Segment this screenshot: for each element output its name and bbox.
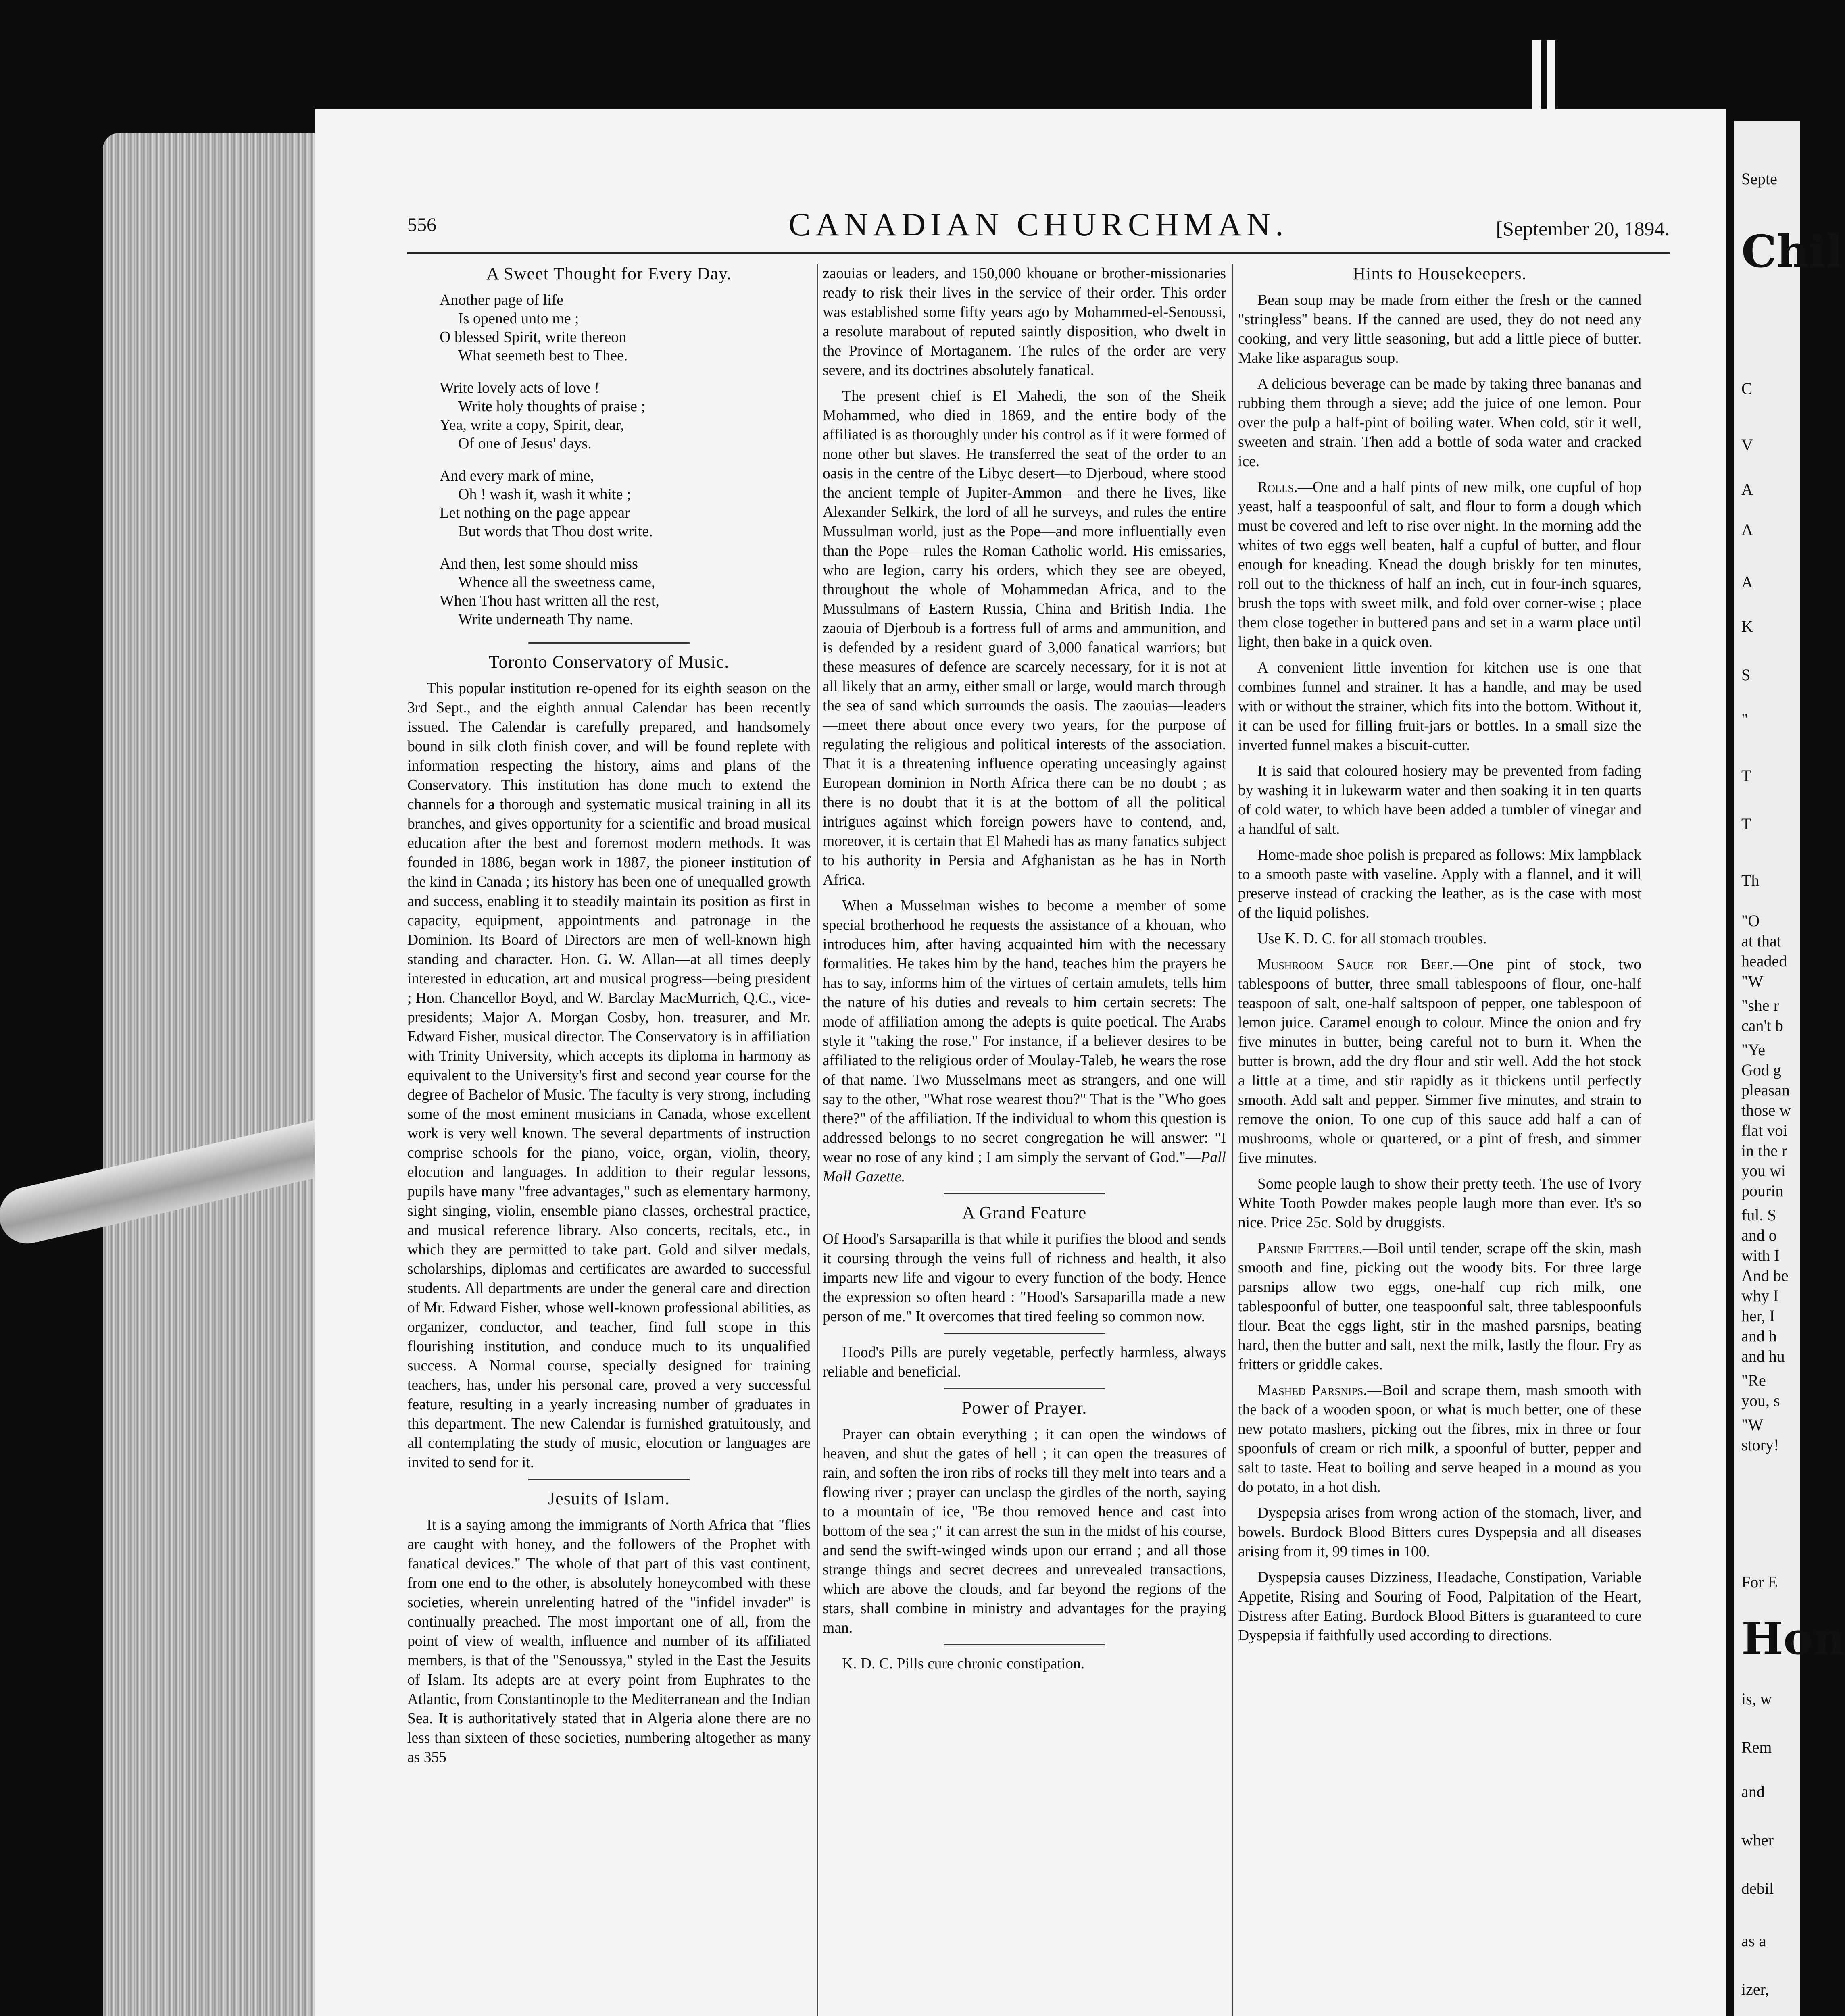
- hint-paragraph: [1238, 846, 1641, 923]
- next-page-text: flat voi: [1741, 1121, 1788, 1139]
- hint-paragraph: [1238, 478, 1641, 652]
- book-page-edges: [103, 133, 321, 2016]
- hint-paragraph: [1238, 291, 1641, 368]
- poem-line: What seemeth best to Thee.: [458, 347, 628, 364]
- poem-line: O blessed Spirit, write thereon: [440, 329, 627, 346]
- poem-title: A Sweet Thought for Every Day.: [486, 264, 732, 283]
- next-page-text: debil: [1741, 1879, 1774, 1897]
- hint-text: A delicious beverage can be made by taking three bananas and rubbing them through a sieve; add the juice of one lemon. Pour over the pulp a half-pint of boiling water. When cold, stir it well, sweeten and strain. Then add a bottle of soda water and cracked ice.: [1238, 376, 1641, 470]
- hoods-pills-notice: Hood's Pills are purely vegetable, perfectly harmless, always reliable and beneficial.: [823, 1344, 1226, 1380]
- poem-line: Let nothing on the page appear: [440, 504, 630, 521]
- poem-line: Another page of life: [440, 292, 564, 308]
- poem-stanza: [440, 467, 811, 541]
- next-page-text: in the r: [1741, 1141, 1787, 1160]
- gutter-mark: [1547, 40, 1555, 113]
- poem-line: When Thou hast written all the rest,: [440, 592, 659, 609]
- poem-line: Write underneath Thy name.: [458, 611, 634, 628]
- next-page-text: "Re: [1741, 1371, 1766, 1389]
- next-page-text: Th: [1741, 871, 1760, 889]
- poem-line: But words that Thou dost write.: [458, 523, 653, 540]
- newspaper-page: [315, 109, 1726, 2016]
- next-page-text: you wi: [1741, 1162, 1786, 1180]
- next-page-text: For E: [1741, 1573, 1778, 1591]
- poem-line: Write holy thoughts of praise ;: [458, 398, 645, 415]
- column-2: [823, 264, 1226, 1680]
- islam-body-part-3: The present chief is El Mahedi, the son of the Sheik Mohammed, who died in 1869, and the entire body of the affiliated is as thoroughly under his control as if it were formed of none other but slaves. He transferred the seat of the order to an oasis in the centre of the Libyc desert—to Djerboud, where stood the ancient temple of Jupiter-Ammon—and there he lives, like Alexander Selkirk, the lord of all he surveys, and rules the entire Mussulman world, just as the Pope—and more influentially even than the Pope—rules the Roman Catholic world. His emissaries, who are legion, carry his orders, which they see are obeyed, throughout the whole of Mohammedan Africa, and to the Mussulmans of Eastern Russia, China and British India. The zaouia of Djerboub is a fortress full of arms and ammunition, and is defended by a resident guard of 3,000 fanatical warriors; but these measures of defence are scarcely necessary, for it is not at all likely that an army, either small or large, would march through the sea of sand which surrounds the oasis. The zaouias—leaders—meet there about once every two years, for the purpose of regulating the religious and political interests of the association. That it is a threatening influence operating unceasingly against European dominion in North Africa there can be no doubt ; as there is no doubt that it is at the bottom of all the political intrigues against which foreign powers have to contend, and, moreover, it is certain that El Mahedi has as many fanatics subject to his authority in Persia and Afghanistan as he has in North Africa.: [823, 388, 1226, 888]
- masthead: CANADIAN CHURCHMAN.: [788, 206, 1288, 243]
- islam-body-part-4: [823, 896, 1226, 1187]
- page-header: [407, 202, 1670, 250]
- hint-text: —Boil until tender, scrape off the skin, mash smooth and fine, picking out the woody bits. For three large parsnips allow two eggs, one-half cup rich milk, one tablespoonful of butter, one teaspoonful salt, three tablespoonfuls flour. Beat the eggs light, stir in the mashed parsnips, beating hard, then the butter and salt, next the milk, lastly the flour. Fry as fritters or griddle cakes.: [1238, 1240, 1641, 1373]
- hint-paragraph: [1238, 1381, 1641, 1497]
- next-page-text: S: [1741, 666, 1751, 684]
- next-page-text: T: [1741, 815, 1751, 833]
- hint-paragraph: [1238, 762, 1641, 839]
- next-page-text: "O: [1741, 912, 1760, 930]
- next-page-text: can't b: [1741, 1016, 1783, 1035]
- next-page-text: Hon: [1741, 1612, 1845, 1664]
- hint-paragraph: [1238, 375, 1641, 471]
- next-page-text: V: [1741, 436, 1753, 454]
- next-page-text: and: [1741, 1783, 1765, 1801]
- gutter-mark: [1532, 40, 1541, 113]
- poem: [440, 291, 811, 629]
- next-page-text: Chil: [1741, 225, 1843, 277]
- poem-line: Of one of Jesus' days.: [458, 435, 592, 452]
- section-rule: [944, 1388, 1105, 1389]
- hint-paragraph: [1238, 929, 1641, 949]
- hint-paragraph: [1238, 1175, 1641, 1233]
- next-page-text: T: [1741, 766, 1751, 785]
- islam-title: Jesuits of Islam.: [548, 1489, 670, 1508]
- section-rule: [944, 1644, 1105, 1645]
- next-page-text: and o: [1741, 1226, 1777, 1244]
- next-page-text: story!: [1741, 1436, 1779, 1454]
- hint-text: Dyspepsia causes Dizziness, Headache, Constipation, Variable Appetite, Rising and Souring of Food, Palpitation of the Heart, Distress after Eating. Burdock Blood Bitters is guaranteed to cure Dyspepsia if faithfully used according to directions.: [1238, 1569, 1641, 1644]
- next-page-text: izer,: [1741, 1980, 1769, 1998]
- grand-feature-body: Of Hood's Sarsaparilla is that while it purifies the blood and sends it coursing through the veins full of richness and health, it also imparts new life and vigour to every function of the body. Hence the expression so often heard : "Hood's Sarsaparilla made a new person of me." It overcomes that tired feeling so common now.: [823, 1231, 1226, 1325]
- islam-body-part-2: zaouias or leaders, and 150,000 khouane or brother-missionaries ready to risk their lives in the service of their order. This order was established some fifty years ago by Mohammed-el-Senoussi, a resolute marabout of reputed saintly disposition, who dwelt in the Province of Mortaganem. The rules of the order are very severe, and its doctrines absolutely fanatical.: [823, 265, 1226, 379]
- poem-line: Write lovely acts of love !: [440, 379, 600, 396]
- poem-line: And every mark of mine,: [440, 467, 594, 484]
- hint-lead: Mushroom Sauce for Beef.: [1257, 956, 1453, 973]
- next-page-text: pleasan: [1741, 1081, 1790, 1099]
- section-rule: [528, 642, 690, 644]
- kdc-notice: K. D. C. Pills cure chronic constipation.: [842, 1656, 1085, 1672]
- poem-stanza: [440, 379, 811, 453]
- next-page-text: and hu: [1741, 1347, 1785, 1365]
- hints-title: Hints to Housekeepers.: [1353, 264, 1527, 283]
- next-page-fragment: [1734, 121, 1845, 2016]
- next-page-text: And be: [1741, 1266, 1789, 1285]
- poem-line: Yea, write a copy, Spirit, dear,: [440, 417, 624, 433]
- hint-text: It is said that coloured hosiery may be prevented from fading by washing it in lukewarm water and then soaking it in ten quarts of cold water, to which have been added a tumbler of vinegar and a handful of salt.: [1238, 763, 1641, 837]
- next-page-text: A: [1741, 480, 1753, 498]
- next-page-text: A: [1741, 521, 1753, 539]
- islam-body-part-1: It is a saying among the immigrants of North Africa that "flies are caught with honey, and the followers of the Prophet with fanatical devices." The whole of that part of this vast continent, from one end to the other, is absolutely honeycombed with these societies, wherein unrelenting hatred of the "infidel invader" is continually preached. The most important one of all, from the point of view of wealth, influence and number of its affiliated members, is that of the "Senoussya," styled in the East the Jesuits of Islam. Its adepts are at every point from Euphrates to the Atlantic, from Constantinople to the Mediterranean and the Indian Sea. It is authoritatively stated that in Algeria alone there are no less than sixteen of these societies, numbering altogether as many as 355: [407, 1517, 811, 1766]
- next-page-text: at that: [1741, 932, 1781, 950]
- conservatory-title: Toronto Conservatory of Music.: [488, 652, 730, 672]
- section-rule: [944, 1333, 1105, 1334]
- hint-paragraph: [1238, 1239, 1641, 1375]
- section-rule: [944, 1193, 1105, 1194]
- next-page-text: "W: [1741, 1416, 1764, 1434]
- hint-text: Use K. D. C. for all stomach troubles.: [1257, 931, 1487, 947]
- hint-lead: Rolls.: [1257, 479, 1298, 496]
- next-page-text: headed: [1741, 952, 1787, 970]
- hint-text: Some people laugh to show their pretty teeth. The use of Ivory White Tooth Powder makes people laugh more than ever. It's so nice. Price 25c. Sold by druggists.: [1238, 1176, 1641, 1231]
- poem-line: Is opened unto me ;: [458, 310, 579, 327]
- hint-text: Home-made shoe polish is prepared as follows: Mix lampblack to a smooth paste with vaseline. Apply with a flannel, and it will preserve instead of cracking the leather, as is the case with most of the liquid polishes.: [1238, 847, 1641, 921]
- column-1: [407, 264, 811, 1774]
- hint-text: —One pint of stock, two tablespoons of butter, three small tablespoons of flour, one-half teaspoon of salt, one-half saltspoon of pepper, one tablespoon of lemon juice. Caramel enough to colour. Mince the onion and fry five minutes in butter, being careful not to burn it. When the butter is brown, add the dry flour and stir well. Add the hot stock a little at a time, and stir rapidly as it thickens until perfectly smooth. Add salt and pepper. Simmer five minutes, and strain to remove the onion. To one cup of this sauce add half a can of mushrooms, whole or quartered, or a pint of fresh, and simmer five minutes.: [1238, 956, 1641, 1166]
- hint-paragraph: [1238, 1568, 1641, 1645]
- next-page-text: ful. S: [1741, 1206, 1776, 1224]
- grand-feature-title: A Grand Feature: [962, 1203, 1087, 1223]
- hint-text: —Boil and scrape them, mash smooth with the back of a wooden spoon, or what is much better, one of these new potato mashers, picking out the fibres, mix in three or four spoonfuls of cream or rich milk, a spoonful of butter, pepper and salt to taste. Heat to boiling and serve heaped in a mound as you do potato, in a hot dish.: [1238, 1382, 1641, 1495]
- poem-stanza: [440, 554, 811, 629]
- hint-lead: Parsnip Fritters.: [1257, 1240, 1363, 1257]
- prayer-body: Prayer can obtain everything ; it can open the windows of heaven, and shut the gates of hell ; it can open the treasures of rain, and soften the iron ribs of rocks till they melt into tears and a flowing river ; prayer can unclasp the girdles of the north, saying to a mountain of ice, "Be thou removed hence and cast into bottom of the sea ;" it can arrest the sun in the midst of his course, and send the swift-winged winds upon our errand ; and all those strange things and secret decrees and unrevealed transactions, which are above the clouds, and far beyond the regions of the stars, shall combine in ministry and advantages for the praying man.: [823, 1426, 1226, 1636]
- next-page-text: pourin: [1741, 1182, 1784, 1200]
- page-number: 556: [407, 214, 436, 235]
- poem-line: And then, lest some should miss: [440, 555, 638, 572]
- next-page-text: "Ye: [1741, 1041, 1765, 1059]
- hint-paragraph: [1238, 955, 1641, 1168]
- hint-paragraph: [1238, 658, 1641, 755]
- islam-credit: Pall Mall Gazette.: [823, 1149, 1226, 1185]
- next-page-text: wher: [1741, 1831, 1774, 1849]
- hint-text: Dyspepsia arises from wrong action of the stomach, liver, and bowels. Burdock Blood Bitters cures Dyspepsia and all diseases arising from it, 99 times in 100.: [1238, 1505, 1641, 1560]
- issue-date: [September 20, 1894.: [1496, 217, 1670, 240]
- hint-paragraph: [1238, 1504, 1641, 1562]
- next-page-text: C: [1741, 379, 1752, 398]
- section-rule: [528, 1479, 690, 1480]
- column-divider: [1232, 264, 1233, 2016]
- next-page-text: "W: [1741, 972, 1764, 990]
- column-divider: [817, 264, 818, 2016]
- next-page-text: those w: [1741, 1101, 1791, 1119]
- hint-text: —One and a half pints of new milk, one cupful of hop yeast, half a teaspoonful of salt, and flour to form a dough which must be covered and left to rise over night. In the morning add the whites of two eggs well beaten, half a cupful of butter, and flour enough for kneading. Knead the dough briskly for ten minutes, roll out to the thickness of half an inch, cut in four-inch squares, brush the tops with sweet milk, and fold over corner-wise ; place them close together in buttered pans and set in a warm place until light, then bake in a quick oven.: [1238, 479, 1641, 650]
- next-page-text: you, s: [1741, 1391, 1780, 1410]
- next-page-text: "she r: [1741, 996, 1779, 1014]
- hint-text: Bean soup may be made from either the fresh or the canned "stringless" beans. If the canned are used, they do not need any cooking, and very little seasoning, but add a little piece of butter. Make like asparagus soup.: [1238, 292, 1641, 367]
- poem-line: Oh ! wash it, wash it white ;: [458, 486, 631, 503]
- next-page-text: ": [1741, 710, 1748, 728]
- next-page-text: God g: [1741, 1061, 1781, 1079]
- next-page-text: K: [1741, 617, 1753, 635]
- hint-text: A convenient little invention for kitchen use is one that combines funnel and strainer. It has a handle, and may be used with or without the strainer, which fits into the bottom. Without it, it can be used for filling fruit-jars or bottles. In a small size the inverted funnel makes a biscuit-cutter.: [1238, 660, 1641, 754]
- next-page-text: Rem: [1741, 1738, 1772, 1756]
- next-page-text: her, I: [1741, 1307, 1775, 1325]
- next-page-text: Septe: [1741, 170, 1777, 188]
- islam-paragraph: When a Musselman wishes to become a member of some special brotherhood he requests the assistance of a khouan, who introduces him, after having acquainted him with the necessary formalities. He takes him by the hand, teaches him the prayers he has to say, informs him of the virtues of certain amulets, tells him the nature of his duties and reveals to him certain secrets: The mode of affiliation among the adepts is quite poetical. The Arabs style it "taking the rose." For instance, if a believer desires to be affiliated to the religious order of Moulay-Taleb, he wears the rose of that name. Two Musselmans meet as strangers, and one will say to the other, "What rose wearest thou?" That is the "Who goes there?" of the affiliation. If the individual to whom this question is addressed belongs to no secret congregation he will answer: "I wear no rose of any kind ; I am simply the servant of God."—: [823, 898, 1226, 1166]
- next-page-text: A: [1741, 573, 1753, 591]
- poem-stanza: [440, 291, 811, 365]
- prayer-title: Power of Prayer.: [961, 1398, 1087, 1418]
- next-page-text: and h: [1741, 1327, 1777, 1345]
- hint-lead: Mashed Parsnips.: [1257, 1382, 1367, 1399]
- next-page-text: why I: [1741, 1287, 1779, 1305]
- next-page-text: with I: [1741, 1246, 1780, 1264]
- header-rule: [407, 252, 1670, 254]
- hints-list: [1238, 291, 1641, 1645]
- conservatory-body: This popular institution re-opened for its eighth season on the 3rd Sept., and the eighth annual Calendar has been recently issued. The Calendar is carefully prepared, and handsomely bound in silk cloth finish cover, and will be found replete with information respecting the history, aims and plans of the Conservatory. This institution has done much to extend the channels for a thorough and systematic musical training in all its branches, and gives opportunity for a scientific and broad musical education after the best and foremost modern methods. It was founded in 1886, began work in 1887, the pioneer institution of the kind in Canada ; its history has been one of unequalled growth and success, enabling it to steadily maintain its position as first in capacity, equipment, appointments and patronage in the Dominion. Its Board of Directors are men of well-known high standing and character. Hon. G. W. Allan—at all times deeply interested in education, art and musical progress—being president ; Hon. Chancellor Boyd, and W. Barclay MacMurrich, Q.C., vice-presidents; Major A. Morgan Cosby, hon. treasurer, and Mr. Edward Fisher, musical director. The Conservatory is in affiliation with Trinity University, which accepts its diploma in harmony as equivalent to the University's first and second year course for the degree of Bachelor of Music. The faculty is very strong, including some of the most eminent musicians in Canada, whose excellent work is very well known. The several departments of instruction comprise schools for the piano, voice, organ, violin, theory, elocution and languages. In addition to their regular lessons, pupils have many "free advantages," such as elementary harmony, sight singing, violin, ensemble piano classes, orchestral practice, and musical reference library. Also concerts, recitals, etc., in which they are permitted to take part. Gold and silver medals, scholarships, diplomas and certificates are awarded to successful students. All departments are under the general care and direction of Mr. Edward Fisher, whose well-known professional abilities, as organizer, conductor, and teacher, find full scope in this flourishing institution, and conduce much to its unqualified success. A Normal course, specially designed for training teachers, has, under his personal care, proved a very successful feature, resulting in a yearly increasing number of graduates in this department. The new Calendar is furnished gratuitously, and all contemplating the study of music, elocution or languages are invited to send for it.: [407, 680, 811, 1471]
- next-page-text: is, w: [1741, 1690, 1772, 1708]
- next-page-text: as a: [1741, 1932, 1766, 1950]
- column-3: [1238, 264, 1641, 1652]
- poem-line: Whence all the sweetness came,: [458, 574, 655, 591]
